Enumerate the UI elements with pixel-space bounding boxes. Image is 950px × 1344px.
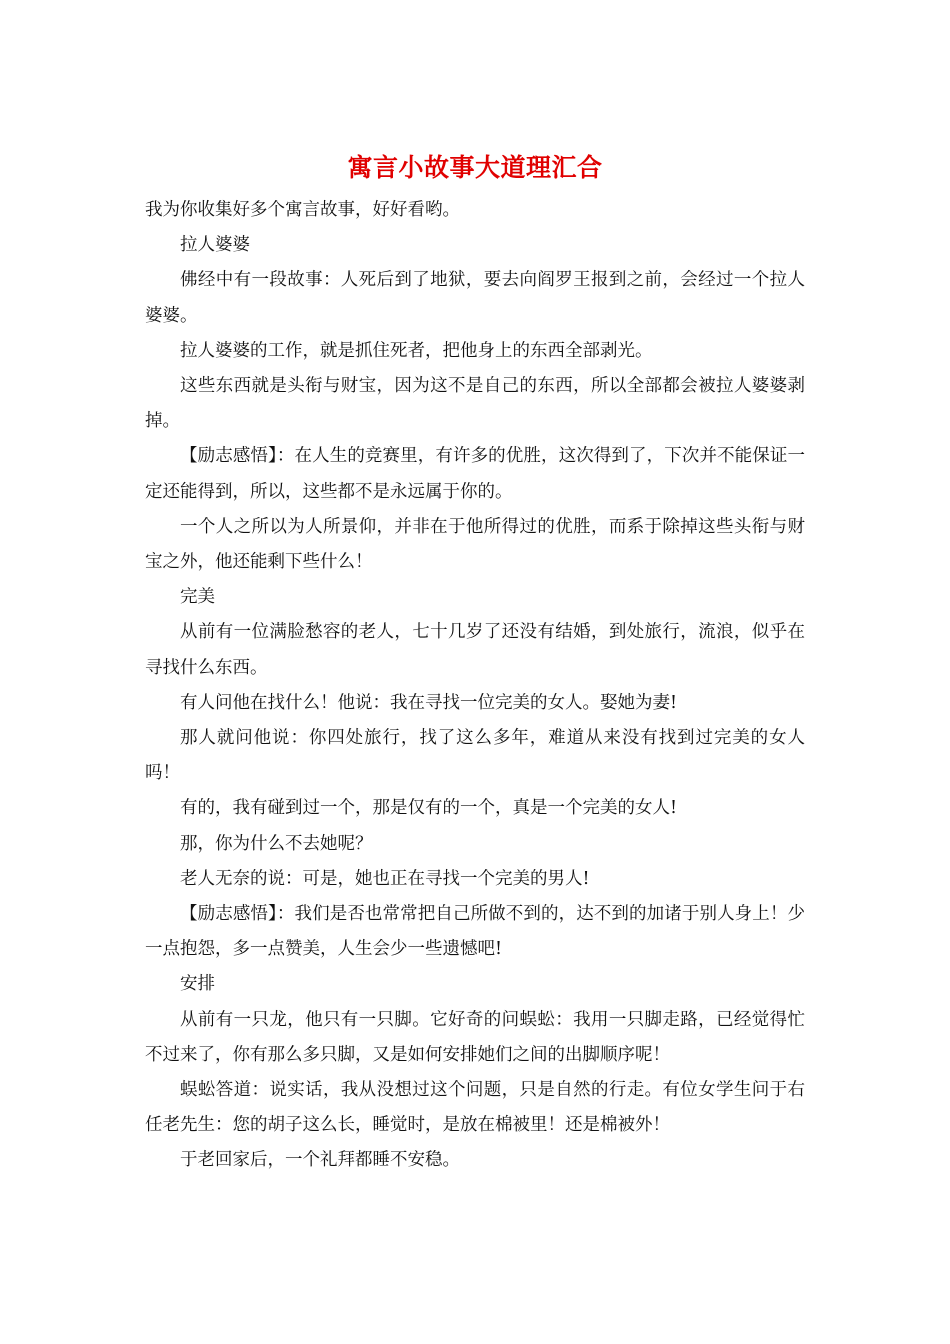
paragraph: 这些东西就是头衔与财宝，因为这不是自己的东西，所以全部都会被拉人婆婆剥掉。 (145, 376, 805, 432)
paragraph: 从前有一只龙，他只有一只脚。它好奇的问蜈蚣：我用一只脚走路，已经觉得忙不过来了，你有那么多只脚，又是如何安排她们之间的出脚顺序呢！ (145, 1009, 805, 1065)
story-heading: 拉人婆婆 (180, 235, 250, 256)
paragraph: 蜈蚣答道：说实话，我从没想过这个问题，只是自然的行走。有位女学生问于右任老先生：您的胡子这么长，睡觉时，是放在棉被里！还是棉被外！ (145, 1080, 805, 1136)
paragraph: 佛经中有一段故事：人死后到了地狱，要去向阎罗王报到之前，会经过一个拉人婆婆。 (145, 270, 805, 326)
document-page (145, 150, 805, 1179)
paragraph: 那人就问他说：你四处旅行，找了这么多年，难道从来没有找到过完美的女人吗！ (145, 728, 805, 784)
paragraph: 有的，我有碰到过一个，那是仅有的一个，真是一个完美的女人! (180, 798, 678, 819)
intro-paragraph: 我为你收集好多个寓言故事，好好看哟。 (145, 200, 460, 220)
paragraph: 于老回家后，一个礼拜都睡不安稳。 (180, 1150, 460, 1171)
insight-paragraph: 【励志感悟】：我们是否也常常把自己所做不到的，达不到的加诸于别人身上！少一点抱怨，多一点赞美，人生会少一些遗憾吧! (145, 904, 805, 960)
story-heading: 安排 (180, 974, 215, 995)
paragraph: 有人问他在找什么！他说：我在寻找一位完美的女人。娶她为妻! (180, 692, 678, 713)
paragraph: 老人无奈的说：可是，她也正在寻找一个完美的男人! (180, 868, 590, 889)
paragraph: 拉人婆婆的工作，就是抓住死者，把他身上的东西全部剥光。 (180, 340, 653, 361)
document-title: 寓言小故事大道理汇合 (347, 153, 603, 182)
paragraph: 那，你为什么不去她呢？ (180, 833, 373, 854)
insight-paragraph: 【励志感悟】：在人生的竞赛里，有许多的优胜，这次得到了，下次并不能保证一定还能得到，所以，这些都不是永远属于你的。 (145, 446, 805, 502)
paragraph: 从前有一位满脸愁容的老人，七十几岁了还没有结婚，到处旅行，流浪，似乎在寻找什么东西。 (145, 622, 805, 678)
paragraph: 一个人之所以为人所景仰，并非在于他所得过的优胜，而系于除掉这些头衔与财宝之外，他还能剩下些什么！ (145, 516, 805, 573)
story-heading: 完美 (180, 587, 215, 608)
